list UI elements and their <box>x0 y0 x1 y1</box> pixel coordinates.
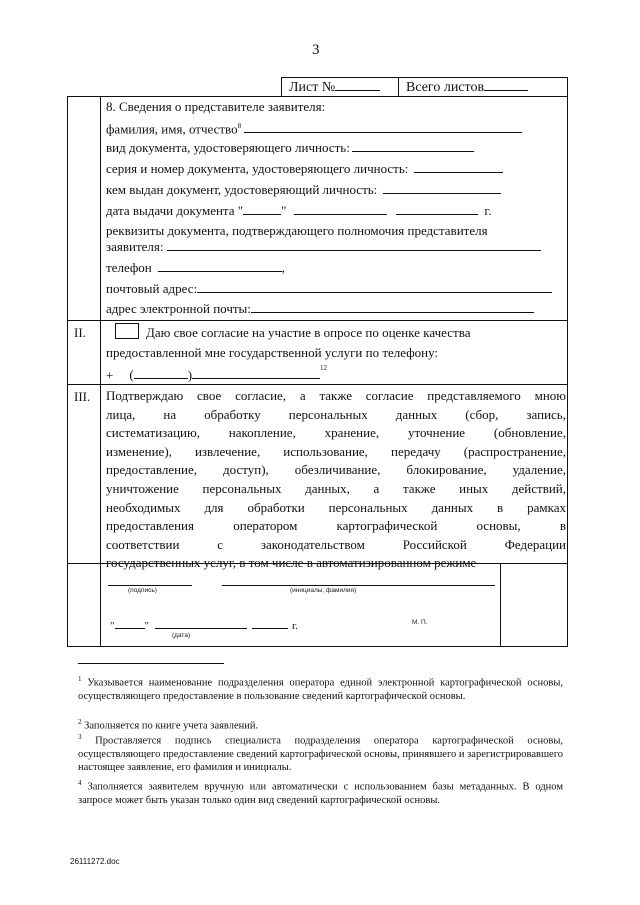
survey-consent-checkbox[interactable] <box>115 323 139 339</box>
section3-line: изменение), извлечение, использование, передачу (распространение, <box>106 443 566 459</box>
section2-line1: Даю свое согласие на участие в опросе по оценке качества <box>146 325 471 340</box>
date-field: " " г. <box>110 620 299 632</box>
document-code: 26111272.doc <box>70 857 120 866</box>
sheet-number-label: Лист № <box>289 81 380 94</box>
section3-line: лица, на обработку персональных данных (сбор, запись, <box>106 406 566 422</box>
section3-line: систематизацию, накопление, хранение, уточнение (обновление, <box>106 425 566 441</box>
page-number: 3 <box>312 42 320 58</box>
issued-by-field: кем выдан документ, удостоверяющий личность: <box>106 183 501 196</box>
stamp-place: М. П. <box>412 619 428 626</box>
section3-line: предоставление, доступ), обезличивание, блокирование, удаление, <box>106 462 566 478</box>
survey-phone-field: + ( ) $^{12}$ <box>106 364 328 383</box>
signature-line <box>108 585 192 586</box>
section2-line2: предоставленной мне государственной услуги по телефону: <box>106 345 439 360</box>
section3-line: Подтверждаю свое согласие, а также согласие представляемого мною <box>106 388 566 403</box>
authority-field: заявителя: <box>106 240 541 253</box>
phone-field: телефон , <box>106 260 285 275</box>
footnote-1: $^1$ Указывается наименование подразделения оператора единой электронной картографической основы, осуществляющего предоставление в пользование сведений картографической основы. <box>78 675 563 702</box>
section3-line: соответствии с законодательством Российской Федерации <box>106 536 566 552</box>
section3-text <box>106 387 566 573</box>
doc-series-field: серия и номер документа, удостоверяющего личность: <box>106 162 503 175</box>
email-field: адрес электронной почты: <box>106 302 534 315</box>
footnote-3: $^3$ Проставляется подпись специалиста подразделения оператора картографической основы, осуществляющего предоставление сведений картографической основы, принявшего и зарегистрировавшего настоящее заявление, его фамилия и инициалы. <box>78 733 563 773</box>
fio-field: фамилия, имя, отчество$^8$ <box>106 120 522 133</box>
initials-line <box>222 585 495 586</box>
authority-line1: реквизиты документа, подтверждающего полномочия представителя <box>106 223 488 238</box>
total-sheets-label: Всего листов <box>406 81 528 94</box>
section3-line: государственных услуг, в том числе в автоматизированном режиме <box>106 555 477 571</box>
section3-line: необходимых для обработки персональных данных в рамках <box>106 499 566 515</box>
section3-line: предоставления оператором картографической основы, в <box>106 518 566 534</box>
initials-caption: (инициалы, фамилия) <box>290 587 357 594</box>
postal-field: почтовый адрес: <box>106 282 552 295</box>
footnote-separator <box>78 663 224 664</box>
section2-number: II. <box>74 325 86 340</box>
date-caption: (дата) <box>172 632 191 639</box>
section3-number: III. <box>74 389 91 404</box>
footnote-2: $^2$ Заполняется по книге учета заявлений. <box>78 718 259 732</box>
footnote-4: $^4$ Заполняется заявителем вручную или автоматически с использованием базы метаданных. В одном запросе может быть указан только один вид сведений картографической основы. <box>78 779 563 806</box>
doc-type-field: вид документа, удостоверяющего личность: <box>106 141 474 154</box>
section8-title: 8. Сведения о представителе заявителя: <box>106 99 326 114</box>
signature-caption: (подпись) <box>128 587 157 594</box>
issue-date-field: дата выдачи документа " " г. <box>106 203 492 218</box>
section3-line: уничтожение персональных данных, а также иных действий, <box>106 480 566 496</box>
